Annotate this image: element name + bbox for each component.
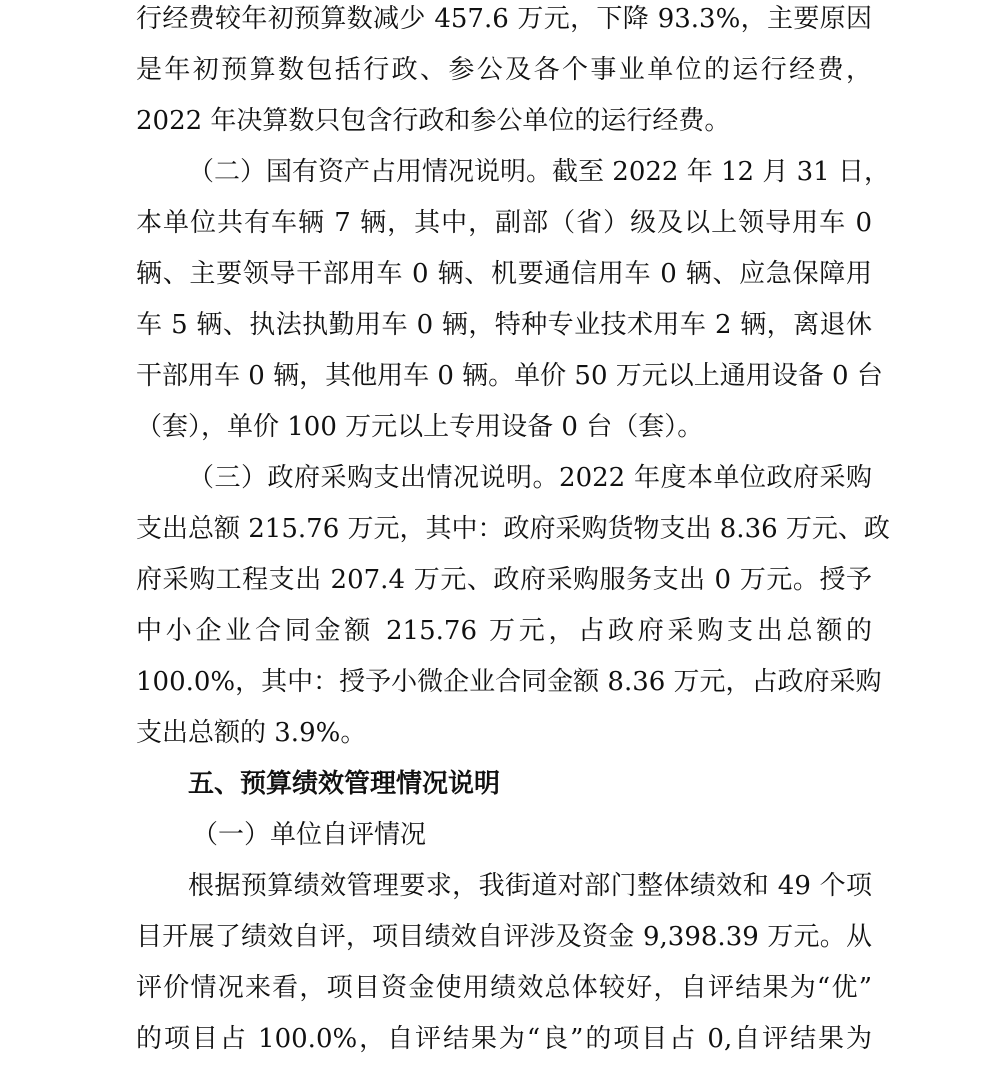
paragraph-line: 根据预算绩效管理要求，我街道对部门整体绩效和 49 个项 [188, 871, 872, 901]
paragraph-line: 的项目占 100.0%，自评结果为“良”的项目占 0,自评结果为 [136, 1024, 872, 1054]
paragraph-line: 支出总额 215.76 万元，其中：政府采购货物支出 8.36 万元、政 [136, 514, 890, 544]
paragraph-line: 支出总额的 3.9%。 [136, 718, 367, 748]
paragraph-line: 100.0%，其中：授予小微企业合同金额 8.36 万元，占政府采购 [136, 667, 882, 697]
subsection-heading: （二）国有资产占用情况说明。 [188, 157, 553, 187]
subsection-heading: （三）政府采购支出情况说明。 [188, 463, 560, 493]
paragraph-text: 2022 年度本单位政府采购 [559, 463, 872, 493]
paragraph-line: 干部用车 0 辆，其他用车 0 辆。单价 50 万元以上通用设备 0 台 [136, 361, 883, 391]
paragraph-line: 中小企业合同金额 215.76 万元，占政府采购支出总额的 [136, 616, 872, 646]
paragraph-line: 是年初预算数包括行政、参公及各个事业单位的运行经费， [136, 55, 872, 85]
section-heading: 五、预算绩效管理情况说明 [188, 769, 501, 799]
document-page [136, 0, 890, 1065]
subsection-heading: （一）单位自评情况 [192, 820, 427, 850]
paragraph-line [136, 147, 890, 198]
paragraph-line [136, 453, 872, 504]
paragraph-line: （套），单价 100 万元以上专用设备 0 台（套）。 [136, 412, 704, 442]
paragraph-line: 辆、主要领导干部用车 0 辆、机要通信用车 0 辆、应急保障用 [136, 259, 872, 289]
paragraph-text: 截至 2022 年 12 月 31 日， [552, 157, 890, 187]
paragraph-line: 评价情况来看，项目资金使用绩效总体较好，自评结果为“优” [136, 973, 872, 1003]
paragraph-line: 目开展了绩效自评，项目绩效自评涉及资金 9,398.39 万元。从 [136, 922, 872, 952]
paragraph-line: 府采购工程支出 207.4 万元、政府采购服务支出 0 万元。授予 [136, 565, 872, 595]
paragraph-line: 车 5 辆、执法执勤用车 0 辆，特种专业技术用车 2 辆，离退休 [136, 310, 872, 340]
paragraph-line: 行经费较年初预算数减少 457.6 万元，下降 93.3%，主要原因 [136, 4, 872, 34]
paragraph-line: 本单位共有车辆 7 辆，其中，副部（省）级及以上领导用车 0 [136, 208, 872, 238]
paragraph-line: 2022 年决算数只包含行政和参公单位的运行经费。 [136, 106, 731, 136]
